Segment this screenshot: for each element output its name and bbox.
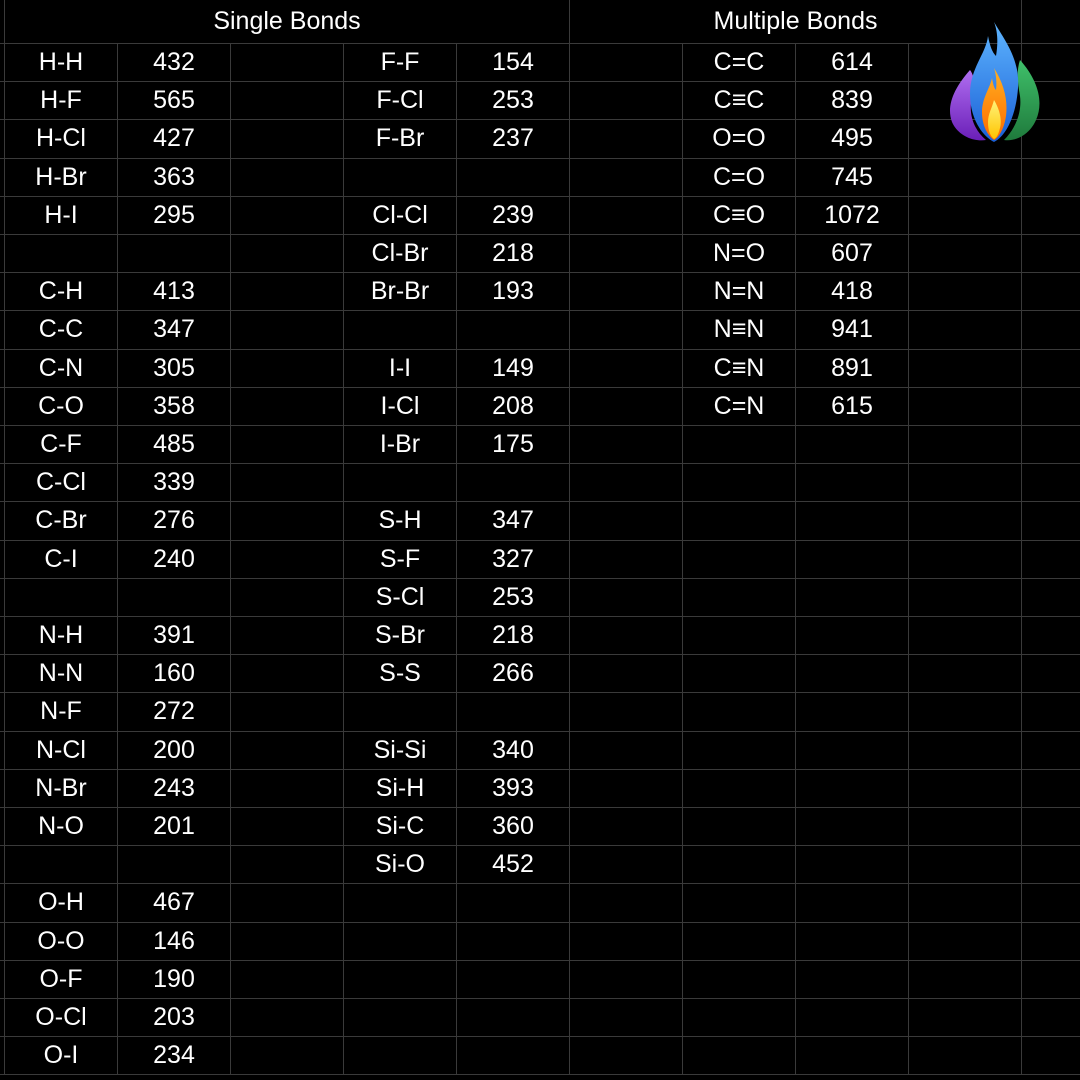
bond-cell[interactable]: O-I xyxy=(5,1037,118,1075)
grid-cell[interactable] xyxy=(1022,846,1080,884)
grid-cell[interactable] xyxy=(231,273,344,311)
bond-cell[interactable]: C-Br xyxy=(5,502,118,540)
energy-cell[interactable] xyxy=(796,999,909,1037)
bond-cell[interactable] xyxy=(683,732,796,770)
energy-cell[interactable]: 160 xyxy=(118,655,231,693)
grid-cell[interactable] xyxy=(909,159,1022,197)
grid-cell[interactable] xyxy=(570,44,683,82)
flame-logo-icon xyxy=(946,22,1042,144)
grid-cell[interactable] xyxy=(1022,350,1080,388)
bond-cell[interactable]: S-Br xyxy=(344,617,457,655)
grid-cell[interactable] xyxy=(231,311,344,349)
grid-cell[interactable] xyxy=(570,884,683,922)
grid-cell[interactable] xyxy=(231,235,344,273)
grid-cell[interactable] xyxy=(570,617,683,655)
energy-cell[interactable] xyxy=(457,693,570,731)
grid-cell[interactable] xyxy=(909,464,1022,502)
grid-cell[interactable] xyxy=(909,579,1022,617)
header-single-bonds[interactable]: Single Bonds xyxy=(5,0,570,44)
grid-cell[interactable] xyxy=(570,579,683,617)
bond-cell[interactable]: H-Br xyxy=(5,159,118,197)
energy-cell[interactable]: 240 xyxy=(118,541,231,579)
grid-cell[interactable] xyxy=(570,770,683,808)
bond-cell[interactable] xyxy=(344,311,457,349)
energy-cell[interactable] xyxy=(796,884,909,922)
grid-cell[interactable] xyxy=(1022,693,1080,731)
bond-cell[interactable]: I-I xyxy=(344,350,457,388)
bond-cell[interactable]: F-Br xyxy=(344,120,457,158)
energy-cell[interactable]: 607 xyxy=(796,235,909,273)
header-multiple-bonds[interactable]: Multiple Bonds xyxy=(570,0,1022,44)
energy-cell[interactable]: 363 xyxy=(118,159,231,197)
grid-cell[interactable] xyxy=(231,808,344,846)
bond-cell[interactable] xyxy=(683,770,796,808)
energy-cell[interactable]: 452 xyxy=(457,846,570,884)
grid-cell[interactable] xyxy=(231,426,344,464)
grid-cell[interactable] xyxy=(909,197,1022,235)
bond-cell[interactable] xyxy=(683,579,796,617)
grid-cell[interactable] xyxy=(570,1037,683,1075)
energy-cell[interactable] xyxy=(457,1037,570,1075)
energy-cell[interactable]: 565 xyxy=(118,82,231,120)
grid-cell[interactable] xyxy=(231,693,344,731)
energy-cell[interactable]: 203 xyxy=(118,999,231,1037)
energy-cell[interactable]: 201 xyxy=(118,808,231,846)
grid-cell[interactable] xyxy=(1022,770,1080,808)
energy-cell[interactable] xyxy=(796,502,909,540)
bond-cell[interactable] xyxy=(344,464,457,502)
bond-cell[interactable]: C≡O xyxy=(683,197,796,235)
bond-cell[interactable]: N-Cl xyxy=(5,732,118,770)
bond-cell[interactable] xyxy=(5,579,118,617)
grid-cell[interactable] xyxy=(570,541,683,579)
bond-cell[interactable]: C-Cl xyxy=(5,464,118,502)
grid-cell[interactable] xyxy=(909,426,1022,464)
energy-cell[interactable] xyxy=(118,235,231,273)
energy-cell[interactable] xyxy=(118,579,231,617)
energy-cell[interactable]: 393 xyxy=(457,770,570,808)
energy-cell[interactable]: 358 xyxy=(118,388,231,426)
energy-cell[interactable]: 891 xyxy=(796,350,909,388)
bond-cell[interactable]: C=C xyxy=(683,44,796,82)
grid-cell[interactable] xyxy=(570,311,683,349)
grid-cell[interactable] xyxy=(570,846,683,884)
energy-cell[interactable]: 467 xyxy=(118,884,231,922)
bond-cell[interactable] xyxy=(683,999,796,1037)
grid-cell[interactable] xyxy=(1022,502,1080,540)
energy-cell[interactable] xyxy=(796,770,909,808)
grid-cell[interactable] xyxy=(1022,923,1080,961)
bond-cell[interactable]: O-Cl xyxy=(5,999,118,1037)
grid-cell[interactable] xyxy=(231,120,344,158)
bond-cell[interactable]: S-F xyxy=(344,541,457,579)
bond-cell[interactable]: O=O xyxy=(683,120,796,158)
energy-cell[interactable]: 175 xyxy=(457,426,570,464)
energy-cell[interactable] xyxy=(796,808,909,846)
energy-cell[interactable] xyxy=(457,159,570,197)
grid-cell[interactable] xyxy=(909,273,1022,311)
bond-cell[interactable] xyxy=(344,159,457,197)
grid-cell[interactable] xyxy=(909,923,1022,961)
grid-cell[interactable] xyxy=(909,884,1022,922)
grid-cell[interactable] xyxy=(1022,388,1080,426)
grid-cell[interactable] xyxy=(909,808,1022,846)
grid-cell[interactable] xyxy=(909,655,1022,693)
energy-cell[interactable] xyxy=(118,846,231,884)
bond-cell[interactable]: O-H xyxy=(5,884,118,922)
energy-cell[interactable]: 614 xyxy=(796,44,909,82)
energy-cell[interactable] xyxy=(796,1037,909,1075)
energy-cell[interactable]: 253 xyxy=(457,579,570,617)
grid-cell[interactable] xyxy=(231,579,344,617)
energy-cell[interactable]: 360 xyxy=(457,808,570,846)
bond-cell[interactable]: F-Cl xyxy=(344,82,457,120)
grid-cell[interactable] xyxy=(1022,655,1080,693)
grid-cell[interactable] xyxy=(570,159,683,197)
grid-cell[interactable] xyxy=(909,502,1022,540)
bond-cell[interactable]: N-O xyxy=(5,808,118,846)
grid-cell[interactable] xyxy=(231,44,344,82)
grid-cell[interactable] xyxy=(570,388,683,426)
energy-cell[interactable]: 305 xyxy=(118,350,231,388)
grid-cell[interactable] xyxy=(1022,464,1080,502)
energy-cell[interactable]: 295 xyxy=(118,197,231,235)
bond-cell[interactable]: H-I xyxy=(5,197,118,235)
energy-cell[interactable] xyxy=(796,923,909,961)
bond-cell[interactable] xyxy=(683,884,796,922)
grid-cell[interactable] xyxy=(1022,579,1080,617)
bond-cell[interactable]: C≡C xyxy=(683,82,796,120)
grid-cell[interactable] xyxy=(570,961,683,999)
grid-cell[interactable] xyxy=(570,235,683,273)
grid-cell[interactable] xyxy=(570,273,683,311)
bond-cell[interactable] xyxy=(683,846,796,884)
energy-cell[interactable] xyxy=(796,617,909,655)
energy-cell[interactable]: 347 xyxy=(457,502,570,540)
grid-cell[interactable] xyxy=(570,426,683,464)
bond-cell[interactable]: F-F xyxy=(344,44,457,82)
bond-cell[interactable] xyxy=(344,884,457,922)
energy-cell[interactable]: 272 xyxy=(118,693,231,731)
grid-cell[interactable] xyxy=(570,999,683,1037)
grid-cell[interactable] xyxy=(909,846,1022,884)
grid-cell[interactable] xyxy=(1022,273,1080,311)
energy-cell[interactable]: 239 xyxy=(457,197,570,235)
energy-cell[interactable]: 432 xyxy=(118,44,231,82)
grid-cell[interactable] xyxy=(231,770,344,808)
grid-cell[interactable] xyxy=(231,388,344,426)
bond-cell[interactable] xyxy=(683,502,796,540)
energy-cell[interactable] xyxy=(457,884,570,922)
grid-cell[interactable] xyxy=(570,502,683,540)
grid-cell[interactable] xyxy=(570,120,683,158)
bond-cell[interactable] xyxy=(683,808,796,846)
energy-cell[interactable]: 745 xyxy=(796,159,909,197)
bond-cell[interactable] xyxy=(344,999,457,1037)
energy-cell[interactable]: 154 xyxy=(457,44,570,82)
energy-cell[interactable]: 427 xyxy=(118,120,231,158)
grid-cell[interactable] xyxy=(570,464,683,502)
grid-cell[interactable] xyxy=(570,693,683,731)
bond-cell[interactable]: Si-O xyxy=(344,846,457,884)
energy-cell[interactable] xyxy=(796,846,909,884)
grid-cell[interactable] xyxy=(1022,999,1080,1037)
grid-cell[interactable] xyxy=(231,884,344,922)
grid-cell[interactable] xyxy=(231,655,344,693)
energy-cell[interactable] xyxy=(796,693,909,731)
energy-cell[interactable]: 340 xyxy=(457,732,570,770)
energy-cell[interactable]: 200 xyxy=(118,732,231,770)
bond-cell[interactable]: N-Br xyxy=(5,770,118,808)
energy-cell[interactable] xyxy=(796,579,909,617)
energy-cell[interactable] xyxy=(457,923,570,961)
grid-cell[interactable] xyxy=(570,923,683,961)
energy-cell[interactable]: 218 xyxy=(457,235,570,273)
bond-cell[interactable] xyxy=(344,1037,457,1075)
energy-cell[interactable] xyxy=(796,426,909,464)
energy-cell[interactable]: 327 xyxy=(457,541,570,579)
grid-cell[interactable] xyxy=(909,311,1022,349)
bond-cell[interactable]: C-I xyxy=(5,541,118,579)
grid-cell[interactable] xyxy=(570,808,683,846)
bond-cell[interactable] xyxy=(683,426,796,464)
grid-cell[interactable] xyxy=(1022,541,1080,579)
energy-cell[interactable] xyxy=(796,541,909,579)
bond-cell[interactable]: S-H xyxy=(344,502,457,540)
bond-cell[interactable]: H-F xyxy=(5,82,118,120)
bond-cell[interactable]: C=N xyxy=(683,388,796,426)
energy-cell[interactable]: 485 xyxy=(118,426,231,464)
bond-cell[interactable] xyxy=(683,617,796,655)
bond-cell[interactable]: C-C xyxy=(5,311,118,349)
bond-cell[interactable]: Si-C xyxy=(344,808,457,846)
grid-cell[interactable] xyxy=(909,388,1022,426)
energy-cell[interactable]: 413 xyxy=(118,273,231,311)
energy-cell[interactable]: 218 xyxy=(457,617,570,655)
bond-cell[interactable] xyxy=(683,655,796,693)
bond-cell[interactable] xyxy=(344,693,457,731)
energy-cell[interactable]: 237 xyxy=(457,120,570,158)
energy-cell[interactable] xyxy=(796,655,909,693)
grid-cell[interactable] xyxy=(909,617,1022,655)
bond-cell[interactable]: C-F xyxy=(5,426,118,464)
bond-cell[interactable]: O-O xyxy=(5,923,118,961)
energy-cell[interactable] xyxy=(457,961,570,999)
energy-cell[interactable] xyxy=(457,464,570,502)
bond-cell[interactable]: C-N xyxy=(5,350,118,388)
bond-cell[interactable] xyxy=(683,541,796,579)
energy-cell[interactable]: 234 xyxy=(118,1037,231,1075)
grid-cell[interactable] xyxy=(909,961,1022,999)
grid-cell[interactable] xyxy=(231,923,344,961)
energy-cell[interactable] xyxy=(457,999,570,1037)
grid-cell[interactable] xyxy=(909,541,1022,579)
bond-cell[interactable]: C-H xyxy=(5,273,118,311)
energy-cell[interactable]: 276 xyxy=(118,502,231,540)
grid-cell[interactable] xyxy=(1022,884,1080,922)
bond-cell[interactable]: N-H xyxy=(5,617,118,655)
grid-cell[interactable] xyxy=(1022,808,1080,846)
energy-cell[interactable]: 208 xyxy=(457,388,570,426)
bond-cell[interactable]: C≡N xyxy=(683,350,796,388)
grid-cell[interactable] xyxy=(570,732,683,770)
grid-cell[interactable] xyxy=(1022,159,1080,197)
bond-cell[interactable]: S-S xyxy=(344,655,457,693)
grid-cell[interactable] xyxy=(231,159,344,197)
grid-cell[interactable] xyxy=(909,770,1022,808)
bond-cell[interactable]: Cl-Cl xyxy=(344,197,457,235)
energy-cell[interactable]: 418 xyxy=(796,273,909,311)
bond-cell[interactable]: C=O xyxy=(683,159,796,197)
energy-cell[interactable]: 243 xyxy=(118,770,231,808)
energy-cell[interactable]: 193 xyxy=(457,273,570,311)
energy-cell[interactable]: 941 xyxy=(796,311,909,349)
grid-cell[interactable] xyxy=(909,999,1022,1037)
energy-cell[interactable] xyxy=(457,311,570,349)
energy-cell[interactable]: 253 xyxy=(457,82,570,120)
energy-cell[interactable] xyxy=(796,732,909,770)
grid-cell[interactable] xyxy=(909,693,1022,731)
grid-cell[interactable] xyxy=(1022,426,1080,464)
grid-cell[interactable] xyxy=(1022,732,1080,770)
bond-cell[interactable] xyxy=(344,923,457,961)
grid-cell[interactable] xyxy=(909,235,1022,273)
grid-cell[interactable] xyxy=(231,732,344,770)
grid-cell[interactable] xyxy=(231,541,344,579)
grid-cell[interactable] xyxy=(1022,235,1080,273)
grid-cell[interactable] xyxy=(570,350,683,388)
bond-cell[interactable]: N≡N xyxy=(683,311,796,349)
grid-cell[interactable] xyxy=(231,502,344,540)
bond-cell[interactable]: Si-H xyxy=(344,770,457,808)
grid-cell[interactable] xyxy=(909,350,1022,388)
grid-cell[interactable] xyxy=(231,961,344,999)
energy-cell[interactable]: 391 xyxy=(118,617,231,655)
grid-cell[interactable] xyxy=(909,1037,1022,1075)
bond-cell[interactable]: N-F xyxy=(5,693,118,731)
grid-cell[interactable] xyxy=(1022,961,1080,999)
energy-cell[interactable]: 839 xyxy=(796,82,909,120)
bond-cell[interactable]: Si-Si xyxy=(344,732,457,770)
bond-cell[interactable]: N=O xyxy=(683,235,796,273)
bond-cell[interactable]: S-Cl xyxy=(344,579,457,617)
bond-cell[interactable] xyxy=(683,1037,796,1075)
energy-cell[interactable]: 146 xyxy=(118,923,231,961)
grid-cell[interactable] xyxy=(231,846,344,884)
bond-cell[interactable]: I-Cl xyxy=(344,388,457,426)
grid-cell[interactable] xyxy=(570,655,683,693)
grid-cell[interactable] xyxy=(570,197,683,235)
energy-cell[interactable]: 615 xyxy=(796,388,909,426)
bond-cell[interactable] xyxy=(683,923,796,961)
energy-cell[interactable]: 190 xyxy=(118,961,231,999)
energy-cell[interactable] xyxy=(796,961,909,999)
energy-cell[interactable]: 339 xyxy=(118,464,231,502)
bond-cell[interactable]: N-N xyxy=(5,655,118,693)
energy-cell[interactable]: 1072 xyxy=(796,197,909,235)
bond-cell[interactable]: C-O xyxy=(5,388,118,426)
energy-cell[interactable]: 266 xyxy=(457,655,570,693)
bond-cell[interactable]: O-F xyxy=(5,961,118,999)
grid-cell[interactable] xyxy=(909,732,1022,770)
grid-cell[interactable] xyxy=(570,82,683,120)
bond-cell[interactable]: H-H xyxy=(5,44,118,82)
bond-cell[interactable]: I-Br xyxy=(344,426,457,464)
energy-cell[interactable]: 495 xyxy=(796,120,909,158)
bond-cell[interactable]: Cl-Br xyxy=(344,235,457,273)
energy-cell[interactable] xyxy=(796,464,909,502)
grid-cell[interactable] xyxy=(231,464,344,502)
bond-cell[interactable] xyxy=(683,464,796,502)
grid-cell[interactable] xyxy=(231,82,344,120)
grid-cell[interactable] xyxy=(1022,311,1080,349)
grid-cell[interactable] xyxy=(231,999,344,1037)
bond-cell[interactable]: Br-Br xyxy=(344,273,457,311)
grid-cell[interactable] xyxy=(231,197,344,235)
grid-cell[interactable] xyxy=(1022,1037,1080,1075)
bond-cell[interactable]: N=N xyxy=(683,273,796,311)
energy-cell[interactable]: 149 xyxy=(457,350,570,388)
grid-cell[interactable] xyxy=(1022,617,1080,655)
bond-cell[interactable] xyxy=(5,235,118,273)
grid-cell[interactable] xyxy=(231,350,344,388)
grid-cell[interactable] xyxy=(231,617,344,655)
bond-cell[interactable] xyxy=(5,846,118,884)
bond-cell[interactable] xyxy=(683,693,796,731)
bond-cell[interactable]: H-Cl xyxy=(5,120,118,158)
bond-cell[interactable] xyxy=(344,961,457,999)
grid-cell[interactable] xyxy=(231,1037,344,1075)
grid-cell[interactable] xyxy=(1022,197,1080,235)
bond-cell[interactable] xyxy=(683,961,796,999)
energy-cell[interactable]: 347 xyxy=(118,311,231,349)
